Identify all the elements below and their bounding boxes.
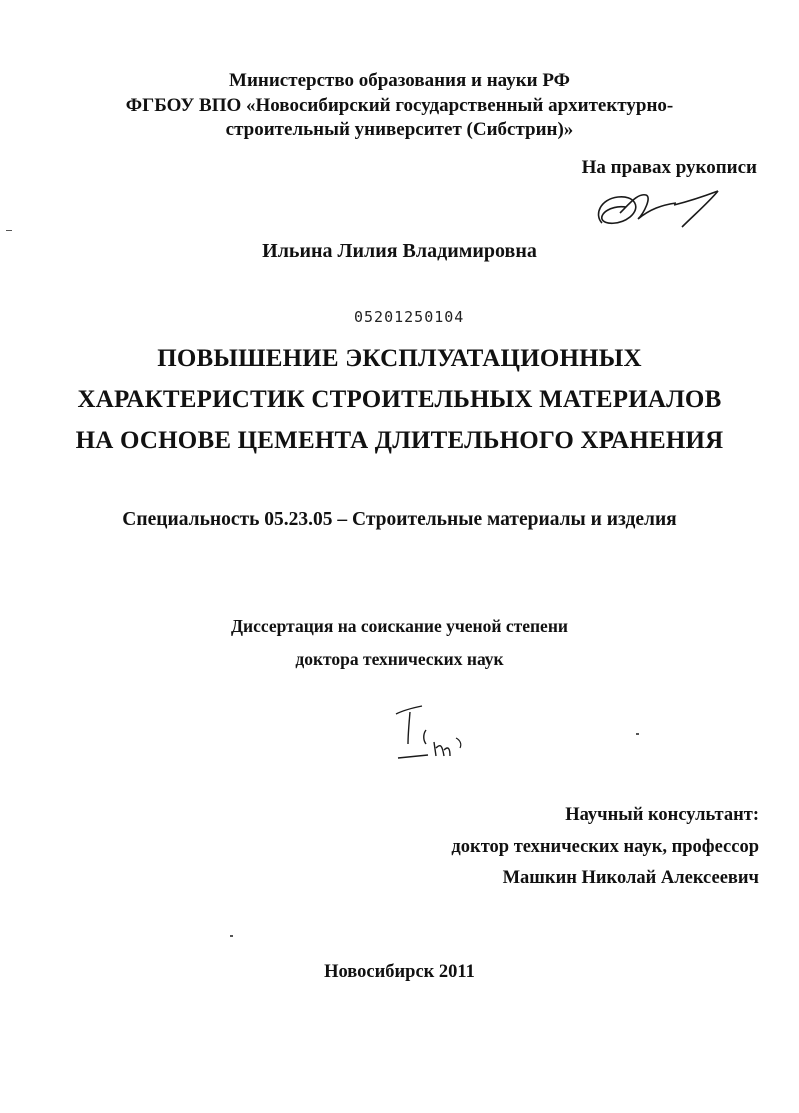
consultant-label: Научный консультант:: [565, 805, 759, 825]
volume-mark-icon: [390, 700, 480, 770]
degree-line-1: Диссертация на соискание ученой степени: [231, 616, 568, 636]
title-line-2: ХАРАКТЕРИСТИК СТРОИТЕЛЬНЫХ МАТЕРИАЛОВ: [77, 386, 722, 413]
scan-speck: [230, 935, 233, 937]
city-year: Новосибирск 2011: [324, 962, 475, 982]
consultant-name: Машкин Николай Алексеевич: [502, 868, 759, 888]
manuscript-note: На правах рукописи: [581, 157, 757, 178]
degree-line-2: доктора технических наук: [295, 649, 504, 669]
title-line-3: НА ОСНОВЕ ЦЕМЕНТА ДЛИТЕЛЬНОГО ХРАНЕНИЯ: [75, 427, 724, 454]
university-line-1: ФГБОУ ВПО «Новосибирский государственный архитектурно-: [125, 95, 674, 116]
university-line-2: строительный университет (Сибстрин)»: [225, 119, 574, 140]
registration-number: 05201250104: [354, 308, 465, 326]
author-name: Ильина Лилия Владимировна: [262, 240, 537, 262]
scan-speck: [636, 733, 639, 735]
scan-speck: [6, 230, 12, 231]
title-line-1: ПОВЫШЕНИЕ ЭКСПЛУАТАЦИОННЫХ: [157, 345, 642, 372]
signature-icon: [590, 185, 740, 235]
consultant-rank: доктор технических наук, профессор: [451, 837, 759, 857]
ministry-line: Министерство образования и науки РФ: [229, 70, 570, 91]
specialty-line: Специальность 05.23.05 – Строительные материалы и изделия: [122, 509, 677, 530]
